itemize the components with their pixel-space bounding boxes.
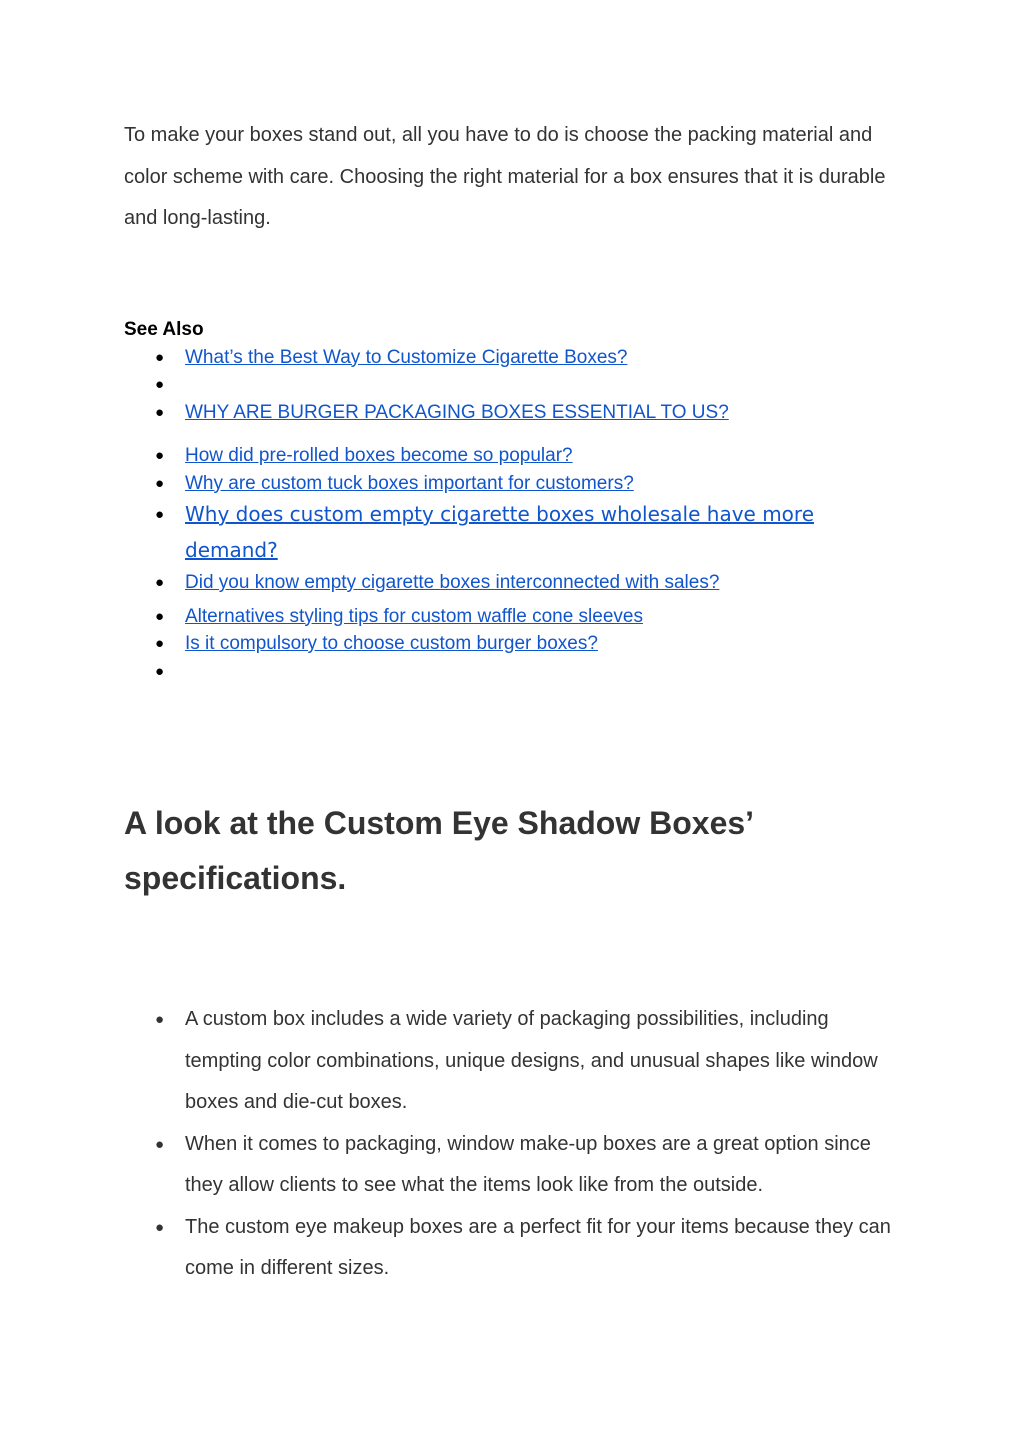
list-item-text: The custom eye makeup boxes are a perfect fit for your items because they can come in different sizes. bbox=[185, 1215, 891, 1279]
list-item-text: When it comes to packaging, window make-up boxes are a great option since they allow clients to see what the items look like from the outside. bbox=[185, 1132, 871, 1196]
list-item bbox=[124, 344, 894, 372]
list-item bbox=[124, 569, 894, 597]
list-item bbox=[124, 371, 894, 399]
see-also-link[interactable]: How did pre-rolled boxes become so popular? bbox=[185, 445, 573, 466]
list-item bbox=[124, 470, 894, 498]
bullet-icon: ● bbox=[155, 1135, 165, 1153]
bullet-icon: ● bbox=[155, 607, 165, 625]
bullet-icon: ● bbox=[155, 635, 165, 652]
document-page bbox=[124, 115, 894, 1290]
see-also-link[interactable]: Is it compulsory to choose custom burger boxes? bbox=[185, 633, 598, 654]
bullet-icon: ● bbox=[155, 447, 165, 464]
list-item-text: A custom box includes a wide variety of packaging possibilities, including tempting color combinations, unique designs, and unusual shapes like window boxes and die-cut boxes. bbox=[185, 1008, 878, 1113]
bullet-icon: ● bbox=[155, 1011, 165, 1028]
list-item bbox=[124, 658, 894, 686]
list-item bbox=[124, 497, 894, 569]
see-also-link[interactable]: Alternatives styling tips for custom waffle cone sleeves bbox=[185, 605, 643, 627]
list-item bbox=[124, 399, 894, 427]
see-also-link[interactable]: WHY ARE BURGER PACKAGING BOXES ESSENTIAL TO US? bbox=[185, 401, 729, 423]
specifications-list bbox=[124, 999, 894, 1290]
bullet-icon: ● bbox=[155, 506, 165, 523]
bullet-icon: ● bbox=[155, 1218, 165, 1236]
list-item bbox=[124, 999, 894, 1124]
bullet-icon: ● bbox=[155, 348, 165, 366]
list-item bbox=[124, 442, 894, 470]
list-item bbox=[124, 603, 894, 631]
see-also-link[interactable]: Why are custom tuck boxes important for customers? bbox=[185, 472, 634, 494]
list-item bbox=[124, 1207, 894, 1290]
section-heading: A look at the Custom Eye Shadow Boxes’ specifications. bbox=[124, 805, 753, 896]
bullet-icon: ● bbox=[155, 403, 165, 421]
intro-paragraph: To make your boxes stand out, all you have to do is choose the packing material and color scheme with care. Choosing the right material for a box ensures that it is durable and long-lasting. bbox=[124, 124, 886, 229]
bullet-icon: ● bbox=[155, 662, 165, 680]
bullet-icon: ● bbox=[155, 474, 165, 492]
see-also-heading: See Also bbox=[124, 318, 204, 340]
list-item bbox=[124, 1124, 894, 1207]
see-also-link[interactable]: Did you know empty cigarette boxes interconnected with sales? bbox=[185, 572, 720, 593]
bullet-icon: ● bbox=[155, 376, 165, 393]
list-item bbox=[124, 630, 894, 658]
see-also-section bbox=[124, 316, 894, 686]
see-also-link[interactable]: What’s the Best Way to Customize Cigarette Boxes? bbox=[185, 346, 628, 368]
bullet-icon: ● bbox=[155, 574, 165, 591]
see-also-list bbox=[124, 344, 894, 686]
see-also-link[interactable]: Why does custom empty cigarette boxes wholesale have more demand? bbox=[185, 502, 815, 562]
